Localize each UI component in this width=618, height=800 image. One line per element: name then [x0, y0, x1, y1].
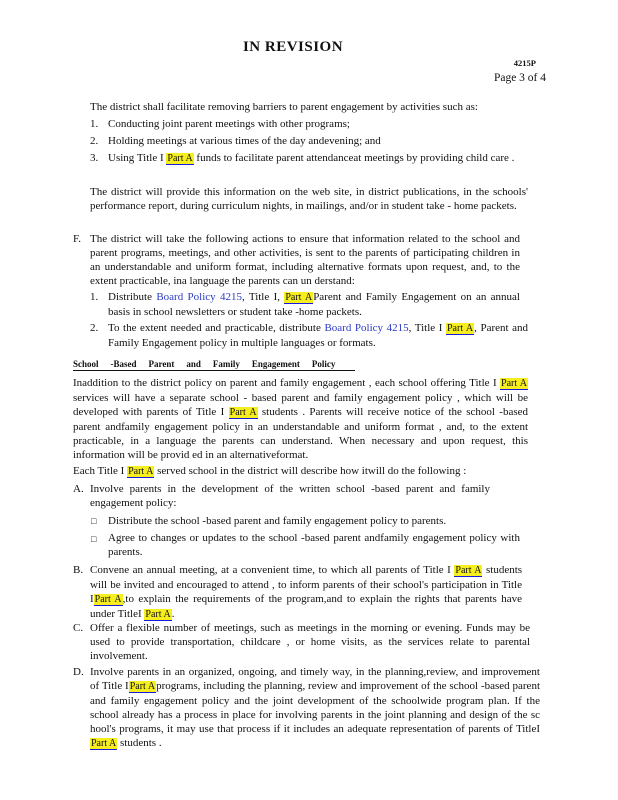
policy-paragraph: Inaddition to the district policy on parent and family engagement , each school offering Title I Part A services will have a separate school - based parent and family engagement policy , which will be developed with parents of Title I Part A students . Parents will receive notice of the school -based parent andfamily engagement policy in an understandable and uniform format , and, to the extent practicable, in a language the parents can understand. When necessary and upon request, this information will be provid ed in an alternativeformat.: [73, 377, 529, 461]
part-a-tag: Part A: [229, 407, 257, 418]
each-school-paragraph: Each Title I Part A served school in the district will describe how itwill do the following :: [73, 465, 467, 477]
list-number: 2.: [90, 322, 99, 334]
board-policy-link[interactable]: Board Policy 4215: [156, 291, 242, 303]
intro-text: The district shall facilitate removing barriers to parent engagement by activities such as:: [90, 101, 478, 113]
item-label: C.: [73, 622, 84, 634]
section-heading: School -Based Parent and Family Engagement Policy: [73, 359, 355, 371]
part-a-tag: Part A: [128, 466, 154, 477]
part-a-tag: Part A: [501, 378, 528, 389]
bullet-item: Agree to changes or updates to the school -based parent andfamily engagement policy with parents.: [108, 532, 520, 558]
part-a-tag: Part A: [94, 594, 122, 605]
section-label: F.: [73, 233, 81, 245]
item-label: D.: [73, 666, 84, 678]
part-a-tag: Part A: [145, 609, 171, 620]
list-item: Using Title I Part A funds to facilitate parent attendanceat meetings by providing child care .: [108, 152, 515, 164]
item-a-text: Involve parents in the development of the written school -based parent and family engagement policy:: [90, 483, 490, 509]
bullet-icon: □: [91, 516, 97, 526]
list-number: 1.: [90, 291, 99, 303]
board-policy-link[interactable]: Board Policy 4215: [324, 322, 409, 334]
item-label: A.: [73, 483, 84, 495]
part-a-tag: Part A: [129, 681, 156, 692]
part-a-tag: Part A: [455, 565, 482, 576]
bullet-icon: □: [91, 534, 97, 544]
bullet-item: Distribute the school -based parent and family engagement policy to parents.: [108, 515, 447, 527]
part-a-tag: Part A: [285, 292, 313, 303]
list-number: 2.: [90, 135, 99, 147]
section-f-text: The district will take the following actions to ensure that information related to the school and parent programs, meetings, and other activities, is sent to the parents of participating children in an understandable and uniform format, including alternative formats upon request, and, to the extent practicable, ina language the parents can un derstand:: [90, 233, 520, 287]
item-c-text: Offer a flexible number of meetings, such as meetings in the morning or evening. Funds may be used to provide transportation, childcare , or home visits, as the services relate to parental involvement.: [90, 622, 530, 662]
item-b-text: Convene an annual meeting, at a convenient time, to which all parents of Title I Part A students will be invited and encouraged to attend , to inform parents of their school's participation in Title IPart A,to explain the requirements of the program,and to explain the rights that parents have under TitleI Part A.: [90, 564, 523, 620]
list-item: Holding meetings at various times of the day andevening; and: [108, 135, 381, 147]
item-d-text: Involve parents in an organized, ongoing, and timely way, in the planning,review, and improvement of Title IPart Aprograms, including the planning, review and improvement of the school -based parent and family engagement policy and the joint development of the schoolwide program plan. If the school already has a process in place for involving parents in the joint planning and design of the sc hool's programs, it may use that process if it includes an adequate representation of parents of TitleI Part A students .: [90, 666, 540, 749]
policy-code: 4215P: [513, 58, 536, 68]
list-item: Distribute Board Policy 4215, Title I, Part AParent and Family Engagement on an annual basis in school newsletters or student take -home packets.: [108, 291, 520, 318]
list-number: 1.: [90, 118, 99, 130]
followup-paragraph: The district will provide this information on the web site, in district publications, in the schools' performance report, during curriculum nights, in mailings, and/or in student take - home packets.: [90, 186, 528, 212]
part-a-tag: Part A: [167, 153, 193, 164]
list-item: Conducting joint parent meetings with other programs;: [108, 118, 350, 130]
list-item: To the extent needed and practicable, distribute Board Policy 4215, Title I Part A, Parent and Family Engagement policy in multiple languages or formats.: [108, 322, 529, 349]
item-label: B.: [73, 564, 84, 576]
part-a-tag: Part A: [91, 738, 117, 749]
page-number: Page 3 of 4: [493, 72, 546, 84]
intro-paragraph: [90, 100, 520, 114]
part-a-tag: Part A: [447, 323, 474, 334]
list-number: 3.: [90, 152, 99, 164]
document-title: IN REVISION: [242, 39, 344, 55]
